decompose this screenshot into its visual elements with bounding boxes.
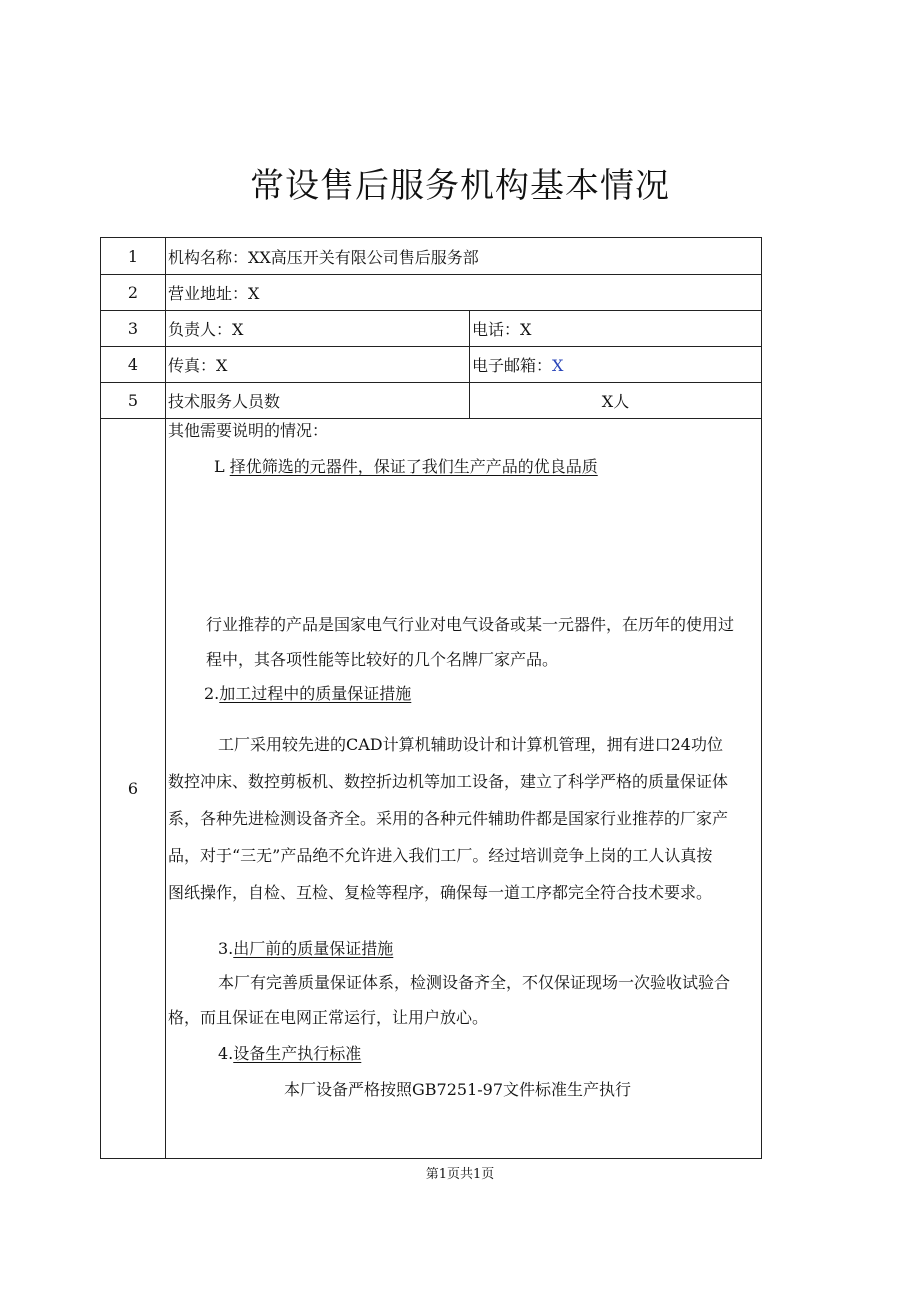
notes-intro: 其他需要说明的情况： <box>168 420 329 440</box>
paragraph-line: 数控冲床、数控剪板机、数控折边机等加工设备，建立了科学严格的质量保证体 <box>168 771 729 791</box>
paragraph-line: 图纸操作，自检、互检、复检等程序，确保每一道工序都完全符合技术要求。 <box>168 882 713 902</box>
email-cell <box>470 347 762 383</box>
org-name: 机构名称：XX高压开关有限公司售后服务部 <box>166 238 762 275</box>
row-number: 5 <box>101 383 166 419</box>
table-row <box>101 383 762 419</box>
table-row <box>101 311 762 347</box>
person-in-charge: 负责人：X <box>166 311 470 347</box>
paragraph-line: 系，各种先进检测设备齐全。采用的各种元件辅助件都是国家行业推荐的厂家产 <box>168 808 729 828</box>
tech-staff-label: 技术服务人员数 <box>166 383 470 419</box>
table-row <box>101 347 762 383</box>
table-row <box>101 238 762 275</box>
section-1-heading <box>214 457 598 477</box>
tech-staff-count: X人 <box>470 383 762 419</box>
row-number: 1 <box>101 238 166 275</box>
section-3-number: 3. <box>218 938 234 958</box>
email-label: 电子邮箱： <box>472 356 553 375</box>
table-row <box>101 275 762 311</box>
row-number: 6 <box>101 419 166 1159</box>
row-number: 2 <box>101 275 166 311</box>
row-number: 3 <box>101 311 166 347</box>
section-3-heading <box>218 939 393 959</box>
paragraph-line: 格，而且保证在电网正常运行，让用户放心。 <box>168 1007 489 1027</box>
table-row <box>101 419 762 1159</box>
page-title: 常设售后服务机构基本情况 <box>250 166 670 206</box>
other-notes <box>166 419 762 1159</box>
paragraph-line: 程中，其各项性能等比较好的几个名牌厂家产品。 <box>206 649 559 669</box>
section-3-title: 出厂前的质量保证措施 <box>233 938 394 958</box>
email-value: X <box>552 356 564 375</box>
row-number: 4 <box>101 347 166 383</box>
phone: 电话：X <box>470 311 762 347</box>
info-table <box>100 237 762 1159</box>
paragraph-line: 品，对于“三无”产品绝不允许进入我们工厂。经过培训竞争上岗的工人认真按 <box>168 845 713 865</box>
paragraph-line: 行业推荐的产品是国家电气行业对电气设备或某一元器件，在历年的使用过 <box>206 614 735 634</box>
section-2-heading <box>204 684 411 704</box>
section-1-number: L <box>214 456 225 476</box>
business-address: 营业地址：X <box>166 275 762 311</box>
section-4-heading <box>218 1044 361 1064</box>
paragraph-line: 本厂设备严格按照GB7251-97文件标准生产执行 <box>284 1079 632 1099</box>
page-footer: 第1页共1页 <box>425 1167 495 1182</box>
section-4-title: 设备生产执行标准 <box>233 1043 362 1063</box>
section-2-title: 加工过程中的质量保证措施 <box>219 683 412 703</box>
fax: 传真：X <box>166 347 470 383</box>
section-1-title: 择优筛选的元器件，保证了我们生产产品的优良品质 <box>229 456 598 476</box>
paragraph-line: 工厂采用较先进的CAD计算机辅助设计和计算机管理，拥有进口24功位 <box>218 734 723 754</box>
paragraph-line: 本厂有完善质量保证体系，检测设备齐全，不仅保证现场一次验收试验合 <box>218 972 731 992</box>
section-2-number: 2. <box>204 683 220 703</box>
section-4-number: 4. <box>218 1043 234 1063</box>
